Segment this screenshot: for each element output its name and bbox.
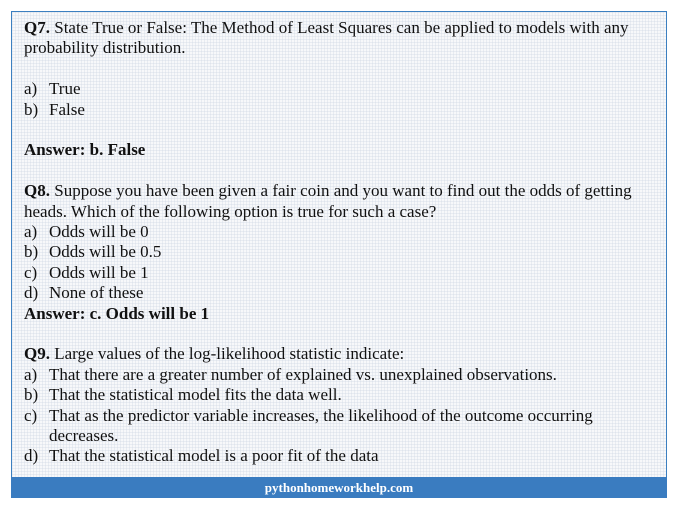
question-9 <box>24 344 656 364</box>
spacer <box>24 161 656 181</box>
document-frame <box>11 11 667 498</box>
spacer <box>24 324 656 344</box>
question-number: Q7. <box>24 18 50 37</box>
option-q9-d: d) That the statistical model is a poor fit of the data <box>24 446 379 466</box>
option-q8-b: b) Odds will be 0.5 <box>24 242 162 262</box>
question-text: State True or False: The Method of Least Squares can be applied to models with any probability distribution. <box>24 18 629 58</box>
footer-bar <box>11 477 667 498</box>
option-q7-b: b) False <box>24 99 85 119</box>
option-q9-a: a) That there are a greater number of explained vs. unexplained observations. <box>24 364 557 384</box>
spacer <box>24 59 656 79</box>
question-number: Q9. <box>24 344 50 364</box>
option-q8-c: c) Odds will be 1 <box>24 262 149 282</box>
option-q8-a: a) Odds will be 0 <box>24 222 149 242</box>
option-q8-d: d) None of these <box>24 283 144 303</box>
spacer <box>24 120 656 140</box>
option-q9-c: c) That as the predictor variable increases, the likelihood of the outcome occurring decreases. <box>24 405 593 446</box>
answer-q8: Answer: c. Odds will be 1 <box>24 303 210 323</box>
question-8 <box>24 181 656 222</box>
document-content <box>24 18 656 467</box>
question-number: Q8. <box>24 181 50 201</box>
question-7 <box>24 18 656 59</box>
option-q9-b: b) That the statistical model fits the data well. <box>24 385 342 405</box>
question-text: Suppose you have been given a fair coin and you want to find out the odds of getting heads. Which of the following option is true for such a case? <box>24 181 632 221</box>
question-text: Large values of the log-likelihood statistic indicate: <box>49 344 405 364</box>
answer-q7: Answer: b. False <box>24 140 146 160</box>
footer-site-link[interactable]: pythonhomeworkhelp.com <box>264 479 414 495</box>
option-q7-a: a) True <box>24 79 81 99</box>
